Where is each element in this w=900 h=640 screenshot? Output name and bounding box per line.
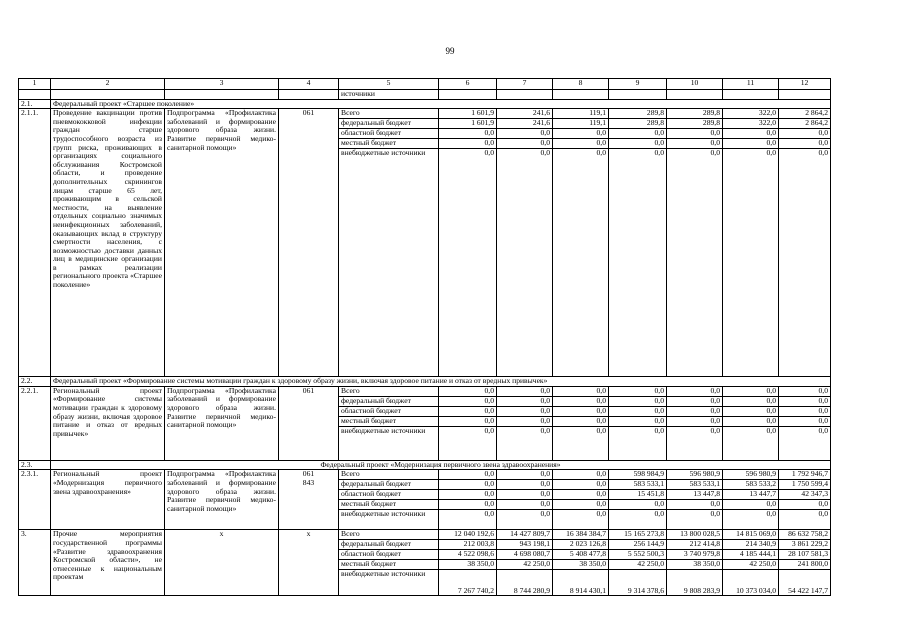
source-label: федеральный бюджет <box>339 119 439 129</box>
amount-cell: 0,0 <box>779 129 831 139</box>
amount-cell: 0,0 <box>667 500 723 510</box>
column-number-row <box>19 79 831 90</box>
amount-cell: 9 808 283,9 <box>667 570 723 596</box>
amount-cell: 0,0 <box>497 480 553 490</box>
amount-cell: 598 984,9 <box>609 470 667 480</box>
amount-cell: 7 267 740,2 <box>439 570 497 596</box>
amount-cell: 0,0 <box>609 149 667 377</box>
amount-cell: 42 250,0 <box>497 560 553 570</box>
amount-cell: 0,0 <box>497 426 553 460</box>
amount-cell: 0,0 <box>723 406 779 416</box>
section-number: 2.2. <box>19 377 51 387</box>
amount-cell: 13 447,8 <box>667 490 723 500</box>
amount-cell: 0,0 <box>779 149 831 377</box>
amount-cell: 0,0 <box>439 500 497 510</box>
amount-cell: 5 552 500,3 <box>609 550 667 560</box>
source-label: Всего <box>339 530 439 540</box>
source-row <box>19 530 831 540</box>
amount-cell: 0,0 <box>553 490 609 500</box>
amount-cell: 322,0 <box>723 119 779 129</box>
row-number: 2.1.1. <box>19 109 51 377</box>
section-header-row <box>19 377 831 387</box>
amount-cell: 0,0 <box>553 139 609 149</box>
amount-cell: 0,0 <box>609 510 667 530</box>
source-label: источники <box>339 90 439 100</box>
source-label: местный бюджет <box>339 416 439 426</box>
amount-cell: 0,0 <box>609 129 667 139</box>
code-value: 061 <box>302 108 315 118</box>
budget-table <box>18 78 831 596</box>
empty-cell <box>497 90 553 100</box>
source-label: областной бюджет <box>339 406 439 416</box>
section-title: Федеральный проект «Старшее поколение» <box>51 99 831 109</box>
column-number: 4 <box>279 79 339 90</box>
source-label: областной бюджет <box>339 550 439 560</box>
amount-cell: 212 003,8 <box>439 540 497 550</box>
amount-cell: 212 414,8 <box>667 540 723 550</box>
amount-cell: 0,0 <box>439 386 497 396</box>
amount-cell: 0,0 <box>439 510 497 530</box>
amount-cell: 583 533,1 <box>609 480 667 490</box>
amount-cell: 0,0 <box>609 386 667 396</box>
subprogram: Подпрограмма «Профилактика заболеваний и формирование здорового образа жизни. Развитие первичной медико-санитарной помощи» <box>165 386 279 460</box>
source-row <box>19 470 831 480</box>
amount-cell: 14 815 069,0 <box>723 530 779 540</box>
amount-cell: 8 914 430,1 <box>553 570 609 596</box>
amount-cell: 42 250,0 <box>609 560 667 570</box>
amount-cell: 0,0 <box>723 129 779 139</box>
amount-cell: 15 451,8 <box>609 490 667 500</box>
amount-cell: 4 698 080,7 <box>497 550 553 560</box>
amount-cell: 0,0 <box>779 386 831 396</box>
amount-cell: 241 800,0 <box>779 560 831 570</box>
source-label: федеральный бюджет <box>339 540 439 550</box>
amount-cell: 0,0 <box>553 470 609 480</box>
amount-cell: 0,0 <box>439 470 497 480</box>
amount-cell: 0,0 <box>553 149 609 377</box>
amount-cell: 119,1 <box>553 119 609 129</box>
amount-cell: 42 250,0 <box>723 560 779 570</box>
amount-cell: 1 792 946,7 <box>779 470 831 480</box>
row-number: 2.3.1. <box>19 470 51 530</box>
amount-cell: 0,0 <box>779 510 831 530</box>
amount-cell: 0,0 <box>723 396 779 406</box>
empty-cell <box>667 90 723 100</box>
amount-cell: 14 427 809,7 <box>497 530 553 540</box>
amount-cell: 0,0 <box>723 500 779 510</box>
empty-cell <box>609 90 667 100</box>
amount-cell: 0,0 <box>553 406 609 416</box>
source-label: Всего <box>339 386 439 396</box>
amount-cell: 583 533,2 <box>723 480 779 490</box>
amount-cell: 0,0 <box>553 386 609 396</box>
source-label: областной бюджет <box>339 490 439 500</box>
amount-cell: 0,0 <box>667 396 723 406</box>
section-number: 2.3. <box>19 460 51 470</box>
amount-cell: 0,0 <box>497 500 553 510</box>
amount-cell: 0,0 <box>667 416 723 426</box>
empty-cell <box>723 90 779 100</box>
code <box>279 109 339 377</box>
source-label: внебюджетные источники <box>339 570 439 596</box>
column-number: 5 <box>339 79 439 90</box>
amount-cell: 0,0 <box>553 129 609 139</box>
amount-cell: 0,0 <box>439 490 497 500</box>
amount-cell: 0,0 <box>497 396 553 406</box>
amount-cell: 583 533,1 <box>667 480 723 490</box>
amount-cell: 943 198,1 <box>497 540 553 550</box>
code <box>279 386 339 460</box>
amount-cell: 0,0 <box>553 426 609 460</box>
source-label: местный бюджет <box>339 500 439 510</box>
amount-cell: 38 350,0 <box>553 560 609 570</box>
amount-cell: 0,0 <box>779 500 831 510</box>
source-row <box>19 109 831 119</box>
amount-cell: 8 744 280,9 <box>497 570 553 596</box>
amount-cell: 0,0 <box>439 396 497 406</box>
amount-cell: 0,0 <box>553 416 609 426</box>
subprogram: х <box>165 530 279 596</box>
column-number: 11 <box>723 79 779 90</box>
section-header-row <box>19 99 831 109</box>
amount-cell: 0,0 <box>439 406 497 416</box>
amount-cell: 5 408 477,8 <box>553 550 609 560</box>
subprogram: Подпрограмма «Профилактика заболеваний и формирование здорового образа жизни. Развитие первичной медико-санитарной помощи» <box>165 109 279 377</box>
page-number: 99 <box>445 46 455 56</box>
source-label: внебюджетные источники <box>339 426 439 460</box>
amount-cell: 2 864,2 <box>779 109 831 119</box>
measure-name: Региональный проект «Модернизация первичного звена здравоохранения» <box>51 470 165 530</box>
column-number: 7 <box>497 79 553 90</box>
empty-cell <box>279 90 339 100</box>
measure-name: Региональный проект «Формирование системы мотивации граждан к здоровому образу жизни, включая здоровое питание и отказ от вредных привычек» <box>51 386 165 460</box>
empty-cell <box>439 90 497 100</box>
amount-cell: 16 384 384,7 <box>553 530 609 540</box>
amount-cell: 38 350,0 <box>439 560 497 570</box>
amount-cell: 0,0 <box>723 386 779 396</box>
continuation-row <box>19 90 831 100</box>
amount-cell: 12 040 192,6 <box>439 530 497 540</box>
amount-cell: 0,0 <box>497 149 553 377</box>
column-number: 8 <box>553 79 609 90</box>
section-title: Федеральный проект «Модернизация первичного звена здравоохранения» <box>51 460 831 470</box>
source-label: Всего <box>339 470 439 480</box>
subprogram: Подпрограмма «Профилактика заболеваний и формирование здорового образа жизни. Развитие первичной медико-санитарной помощи» <box>165 470 279 530</box>
source-label: местный бюджет <box>339 139 439 149</box>
amount-cell: 0,0 <box>667 426 723 460</box>
amount-cell: 3 861 229,2 <box>779 540 831 550</box>
amount-cell: 0,0 <box>779 139 831 149</box>
amount-cell: 0,0 <box>609 500 667 510</box>
amount-cell: 0,0 <box>553 396 609 406</box>
column-number: 6 <box>439 79 497 90</box>
source-label: внебюджетные источники <box>339 149 439 377</box>
amount-cell: 0,0 <box>609 406 667 416</box>
amount-cell: 0,0 <box>667 406 723 416</box>
source-label: внебюджетные источники <box>339 510 439 530</box>
amount-cell: 86 632 758,2 <box>779 530 831 540</box>
amount-cell: 256 144,9 <box>609 540 667 550</box>
source-row <box>19 386 831 396</box>
amount-cell: 38 350,0 <box>667 560 723 570</box>
amount-cell: 0,0 <box>609 426 667 460</box>
amount-cell: 2 023 126,8 <box>553 540 609 550</box>
column-number: 9 <box>609 79 667 90</box>
amount-cell: 0,0 <box>609 416 667 426</box>
amount-cell: 0,0 <box>497 139 553 149</box>
amount-cell: 241,6 <box>497 119 553 129</box>
amount-cell: 289,8 <box>609 119 667 129</box>
amount-cell: 0,0 <box>497 129 553 139</box>
amount-cell: 0,0 <box>609 139 667 149</box>
empty-cell <box>779 90 831 100</box>
amount-cell: 4 185 444,1 <box>723 550 779 560</box>
amount-cell: 289,8 <box>667 109 723 119</box>
amount-cell: 13 800 028,5 <box>667 530 723 540</box>
empty-cell <box>165 90 279 100</box>
amount-cell: 0,0 <box>439 416 497 426</box>
amount-cell: 0,0 <box>553 480 609 490</box>
amount-cell: 1 601,9 <box>439 119 497 129</box>
amount-cell: 0,0 <box>723 426 779 460</box>
column-number: 2 <box>51 79 165 90</box>
code-value: х <box>306 529 311 539</box>
section-number: 2.1. <box>19 99 51 109</box>
empty-cell <box>553 90 609 100</box>
amount-cell: 0,0 <box>667 139 723 149</box>
amount-cell: 0,0 <box>497 386 553 396</box>
amount-cell: 0,0 <box>553 500 609 510</box>
column-number: 12 <box>779 79 831 90</box>
source-label: федеральный бюджет <box>339 396 439 406</box>
amount-cell: 0,0 <box>439 139 497 149</box>
code-value-2: 843 <box>302 477 315 487</box>
section-header-row <box>19 460 831 470</box>
empty-cell <box>51 90 165 100</box>
amount-cell: 0,0 <box>667 149 723 377</box>
amount-cell: 0,0 <box>779 396 831 406</box>
amount-cell: 28 107 581,3 <box>779 550 831 560</box>
amount-cell: 9 314 378,6 <box>609 570 667 596</box>
code <box>279 470 339 530</box>
amount-cell: 1 601,9 <box>439 109 497 119</box>
amount-cell: 0,0 <box>553 510 609 530</box>
amount-cell: 15 165 273,8 <box>609 530 667 540</box>
amount-cell: 0,0 <box>609 396 667 406</box>
amount-cell: 322,0 <box>723 109 779 119</box>
amount-cell: 0,0 <box>723 139 779 149</box>
amount-cell: 0,0 <box>779 406 831 416</box>
amount-cell: 0,0 <box>667 129 723 139</box>
amount-cell: 241,6 <box>497 109 553 119</box>
source-label: федеральный бюджет <box>339 480 439 490</box>
amount-cell: 0,0 <box>497 510 553 530</box>
amount-cell: 0,0 <box>439 149 497 377</box>
amount-cell: 3 740 979,8 <box>667 550 723 560</box>
empty-cell <box>19 90 51 100</box>
amount-cell: 596 980,9 <box>723 470 779 480</box>
amount-cell: 0,0 <box>497 416 553 426</box>
amount-cell: 0,0 <box>779 416 831 426</box>
amount-cell: 0,0 <box>497 490 553 500</box>
amount-cell: 214 340,9 <box>723 540 779 550</box>
amount-cell: 54 422 147,7 <box>779 570 831 596</box>
column-number: 1 <box>19 79 51 90</box>
amount-cell: 0,0 <box>723 149 779 377</box>
row-number: 2.2.1. <box>19 386 51 460</box>
amount-cell: 289,8 <box>667 119 723 129</box>
amount-cell: 0,0 <box>779 426 831 460</box>
amount-cell: 42 347,3 <box>779 490 831 500</box>
amount-cell: 10 373 034,0 <box>723 570 779 596</box>
amount-cell: 2 864,2 <box>779 119 831 129</box>
row-number: 3. <box>19 530 51 596</box>
measure-name: Проведение вакцинации против пневмококковой инфекции граждан старше трудоспособного возраста из групп риска, проживающих в организациях социального обслуживания Костромской области, и проведение дополнительных скринингов лицам старше 65 лет, проживающим в сельской местности, на выявление отдельных социально значимых неинфекционных заболеваний, оказывающих вклад в структуру смертности населения, с возможностью доставки данных лиц в медицинские организации в рамках реализации регионального проекта «Старшее поколение» <box>51 109 165 377</box>
amount-cell: 0,0 <box>667 510 723 530</box>
amount-cell: 596 980,9 <box>667 470 723 480</box>
amount-cell: 13 447,7 <box>723 490 779 500</box>
measure-name: Прочие мероприятия государственной программы «Развитие здравоохранения Костромской области», не отнесенные к национальным проектам <box>51 530 165 596</box>
amount-cell: 0,0 <box>439 129 497 139</box>
amount-cell: 289,8 <box>609 109 667 119</box>
code-value: 061 <box>302 386 315 395</box>
amount-cell: 0,0 <box>723 416 779 426</box>
source-label: Всего <box>339 109 439 119</box>
code-value: 061 <box>302 469 315 479</box>
amount-cell: 0,0 <box>439 426 497 460</box>
amount-cell: 0,0 <box>497 470 553 480</box>
source-label: местный бюджет <box>339 560 439 570</box>
amount-cell: 4 522 098,6 <box>439 550 497 560</box>
amount-cell: 0,0 <box>439 480 497 490</box>
source-label: областной бюджет <box>339 129 439 139</box>
amount-cell: 0,0 <box>497 406 553 416</box>
column-number: 3 <box>165 79 279 90</box>
code <box>279 530 339 596</box>
amount-cell: 0,0 <box>723 510 779 530</box>
amount-cell: 0,0 <box>667 386 723 396</box>
amount-cell: 119,1 <box>553 109 609 119</box>
section-title: Федеральный проект «Формирование системы мотивации граждан к здоровому образу жизни, включая здоровое питание и отказ от вредных привычек» <box>51 377 831 387</box>
column-number: 10 <box>667 79 723 90</box>
amount-cell: 1 750 599,4 <box>779 480 831 490</box>
